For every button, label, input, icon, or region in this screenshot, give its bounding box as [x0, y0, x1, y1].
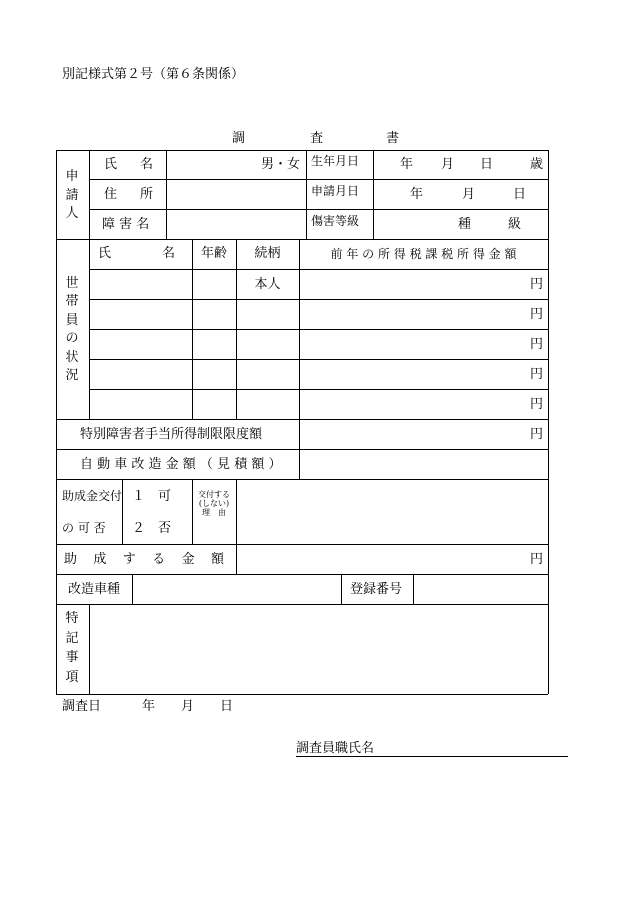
disability-field[interactable]: [166, 209, 306, 239]
grant-option-deny[interactable]: ２ 否: [132, 521, 172, 536]
limit-label: 特別障害者手当所得制限限度額: [80, 427, 263, 442]
limit-unit: 円: [530, 427, 544, 442]
birth-year-unit: 年: [400, 157, 414, 172]
apply-day-unit: 日: [513, 187, 527, 202]
reason-field[interactable]: [236, 479, 548, 544]
grade-level-unit: 級: [508, 217, 522, 232]
reason-line-3: 理 由: [202, 508, 226, 517]
survey-form-table: [56, 150, 548, 694]
grant-option-approve[interactable]: １ 可: [132, 489, 172, 504]
col-income: 前 年 の 所 得 税 課 税 所 得 金 額: [330, 247, 517, 261]
birth-month-unit: 月: [441, 157, 455, 172]
surveyor-signature-line[interactable]: [296, 756, 568, 757]
survey-month-unit: 月: [181, 699, 195, 714]
vehicle-type-field[interactable]: [132, 574, 341, 604]
income-unit-3: 円: [530, 337, 544, 352]
name-label-2: 名: [140, 157, 154, 172]
birth-day-unit: 日: [480, 157, 494, 172]
gender-options[interactable]: 男・女: [261, 157, 301, 172]
address-label-1: 住: [104, 187, 118, 202]
income-unit-2: 円: [530, 307, 544, 322]
household-section-label: 世 帯 員 の 状 況: [65, 276, 79, 383]
income-unit-5: 円: [530, 397, 544, 412]
registration-label: 登録番号: [350, 582, 403, 597]
remarks-label: 特 記 事 項: [65, 611, 79, 685]
age-unit: 歳: [530, 157, 544, 172]
reason-line-1: 交付する: [198, 490, 230, 499]
apply-month-unit: 月: [462, 187, 476, 202]
income-unit-1: 円: [530, 277, 544, 292]
col-age: 年齢: [200, 246, 227, 261]
survey-day-unit: 日: [220, 699, 234, 714]
remarks-field[interactable]: [89, 604, 548, 694]
estimate-label: 自 動 車 改 造 金 額 （ 見 積 額 ）: [80, 457, 282, 472]
amount-label: 助 成 す る 金 額: [64, 552, 224, 567]
title-char-1: 調: [232, 131, 246, 146]
address-field[interactable]: [166, 179, 306, 209]
grant-label-top: 助成金交付: [62, 489, 123, 503]
grade-kind-unit: 種: [458, 217, 472, 232]
birthdate-label: 生年月日: [311, 154, 360, 168]
title-char-3: 書: [386, 131, 400, 146]
grant-label-bottom: の 可 否: [62, 521, 106, 535]
vehicle-type-label: 改造車種: [68, 582, 121, 597]
title-char-2: 査: [310, 131, 324, 146]
col-relation: 続柄: [254, 246, 281, 261]
amount-unit: 円: [530, 552, 544, 567]
relation-cell-1: 本人: [254, 277, 281, 292]
income-unit-4: 円: [530, 367, 544, 382]
reason-line-2: (しない): [198, 499, 230, 508]
apply-year-unit: 年: [410, 187, 424, 202]
form-reference: 別記様式第２号（第６条関係）: [62, 67, 245, 82]
registration-field[interactable]: [413, 574, 548, 604]
disability-label: 障 害 名: [102, 217, 150, 232]
survey-date-label: 調査日: [62, 699, 102, 714]
address-label-2: 所: [140, 187, 154, 202]
survey-year-unit: 年: [142, 699, 156, 714]
applicant-section-label: 申 請 人: [65, 169, 79, 221]
name-label-1: 氏: [104, 157, 118, 172]
surveyor-label: 調査員職氏名: [296, 741, 375, 756]
grade-label: 傷害等級: [311, 214, 360, 228]
col-name-2: 名: [162, 246, 176, 261]
col-name-1: 氏: [98, 246, 112, 261]
apply-date-label: 申請月日: [311, 184, 360, 198]
